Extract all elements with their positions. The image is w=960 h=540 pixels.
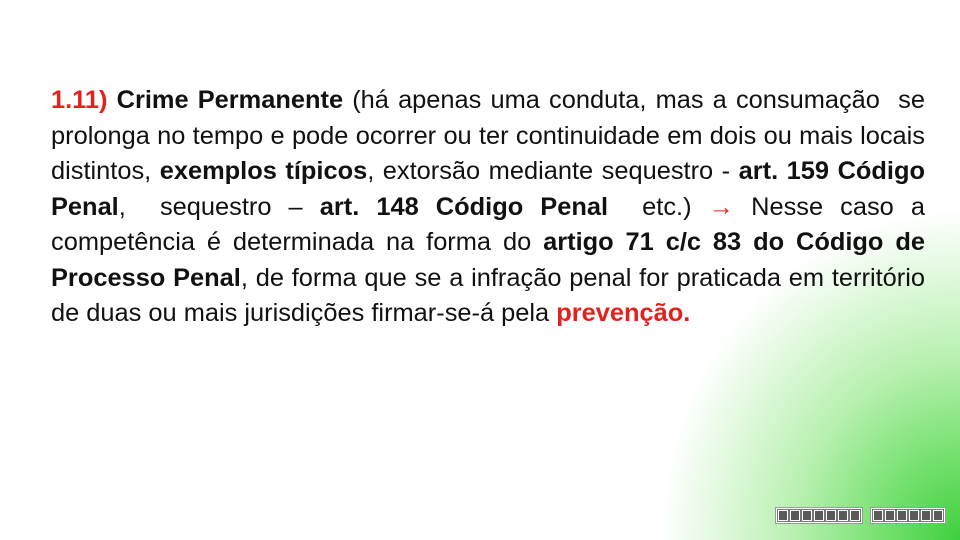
law-reference-art-159: art. 159 Código Penal [51,157,925,221]
logo-cell [933,510,943,521]
term-crime-permanente: Crime Permanente [116,86,344,115]
law-reference-art-148: art. 148 Código Penal [319,192,609,221]
footer-logo [775,507,946,524]
logo-cell [885,510,895,521]
logo-cell [873,510,883,521]
logo-cell [790,510,800,521]
law-reference-cpp: artigo 71 c/c 83 do Código de Processo Penal [51,228,925,292]
logo-cell [814,510,824,521]
logo-cell [826,510,836,521]
logo-cell [778,510,788,521]
examples-label: exemplos típicos [159,157,368,186]
slide-body-text: 1.11) Crime Permanente (há apenas uma conduta, mas a consumação se prolonga no tempo e pode ocorrer ou ter continuidade em dois ou mais locais distintos, exemplos típicos, extorsão mediante sequestro - art. 159 Código Penal, sequestro – art. 148 Código Penal etc.) → Nesse caso a competência é determinada na forma do artigo 71 c/c 83 do Código de Processo Penal, de forma que se a infração penal for praticada em território de duas ou mais jurisdições firmar-se-á pela prevenção. [51,86,926,328]
logo-cell [897,510,907,521]
logo-cell [838,510,848,521]
item-number: 1.11) [51,86,108,115]
logo-block-left [775,507,863,524]
logo-cell [921,510,931,521]
conclusion-prevencao: prevenção. [556,299,691,328]
logo-block-right [870,507,946,524]
logo-cell [802,510,812,521]
logo-cell [909,510,919,521]
logo-cell [850,510,860,521]
arrow-right-icon: → [708,192,735,221]
